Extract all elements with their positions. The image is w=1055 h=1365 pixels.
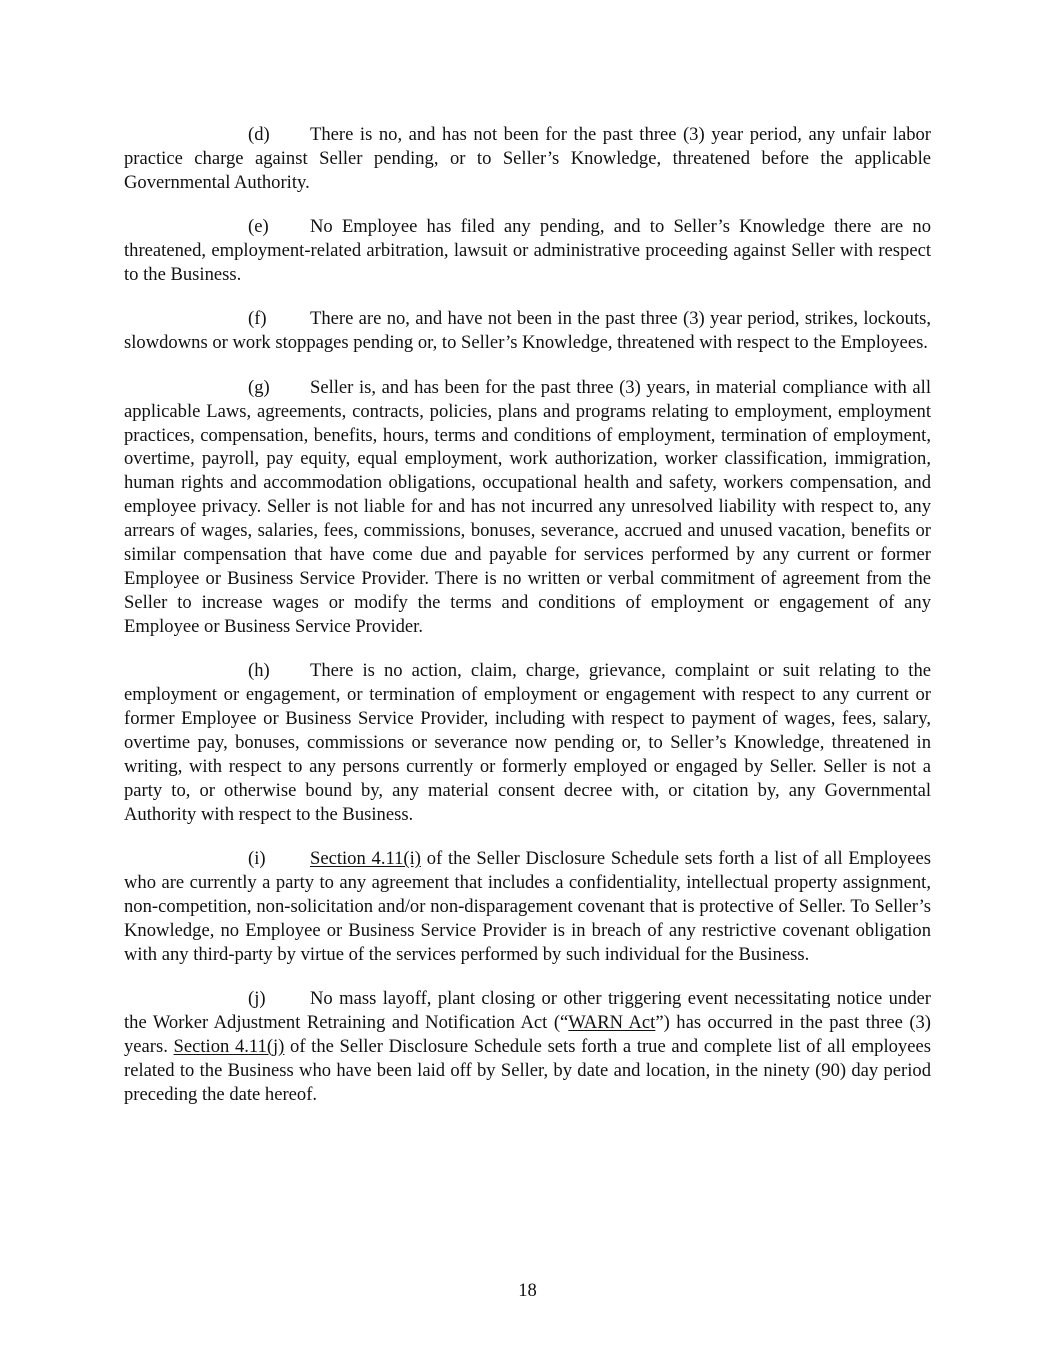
paragraph-text: There are no, and have not been in the past three (3) year period, strikes, lockouts, slowdowns or work stoppages pending or, to Seller’s Knowledge, threatened with respect to the Employees. — [124, 308, 931, 354]
paragraph-i — [124, 847, 931, 967]
paragraph-label: (g) — [248, 376, 270, 398]
paragraph-label: (f) — [248, 308, 267, 330]
paragraph-text: ”) has occurred in the past three (3) years. — [124, 1012, 931, 1057]
section-reference: Section 4.11(i) — [310, 848, 421, 870]
paragraph-text: Seller is, and has been for the past three (3) years, in material compliance with all applicable Laws, agreements, contracts, policies, plans and programs relating to employment, employment practices, compensation, benefits, hours, terms and conditions of employment, termination of employment, overtime, payroll, pay equity, equal employment, work authorization, worker classification, immigration, human rights and accommodation obligations, occupational health and safety, workers compensation, and employee privacy. Seller is not liable for and has not incurred any unresolved liability with respect to, any arrears of wages, salaries, fees, commissions, bonuses, severance, accrued and unused vacation, benefits or similar compensation that have come due and payable for services performed by any current or former Employee or Business Service Provider. There is no written or verbal commitment of agreement from the Seller to increase wages or modify the terms and conditions of employment or engagement of any Employee or Business Service Provider. — [124, 376, 931, 637]
paragraph-text: There is no action, claim, charge, grievance, complaint or suit relating to the employment or engagement, or termination of employment or engagement with respect to any current or former Employee or Business Service Provider, including with respect to payment of wages, fees, salary, overtime pay, bonuses, commissions or severance now pending or, to Seller’s Knowledge, threatened in writing, with respect to any persons currently or formerly employed or engaged by Seller. Seller is not a party to, or otherwise bound by, any material consent decree with, or citation by, any Governmental Authority with respect to the Business. — [124, 660, 931, 825]
paragraph-label: (d) — [248, 124, 270, 145]
paragraph-g — [124, 376, 931, 639]
paragraph-text: There is no, and has not been for the past three (3) year period, any unfair labor practice charge against Seller pending, or to Seller’s Knowledge, threatened before the applicable Governmental Authority. — [124, 124, 931, 193]
paragraph-h — [124, 659, 931, 826]
document-body — [124, 123, 931, 1127]
paragraph-label: (j) — [248, 988, 266, 1010]
paragraph-text: No Employee has filed any pending, and to Seller’s Knowledge there are no threatened, employment-related arbitration, lawsuit or administrative proceeding against Seller with respect to the Business. — [124, 216, 931, 286]
paragraph-label: (e) — [248, 216, 269, 238]
paragraph-d — [124, 123, 931, 195]
paragraph-text: of the Seller Disclosure Schedule sets forth a true and complete list of all employees related to the Business who have been laid off by Seller, by date and location, in the ninety (90) day period preceding the date hereof. — [124, 1035, 931, 1105]
page-number: 18 — [518, 1280, 537, 1301]
paragraph-e — [124, 215, 931, 287]
paragraph-label: (h) — [248, 660, 270, 682]
paragraph-label: (i) — [248, 848, 266, 870]
defined-term: WARN Act — [568, 1012, 656, 1033]
paragraph-text: of the Seller Disclosure Schedule sets forth a list of all Employees who are currently a party to any agreement that includes a confidentiality, intellectual property assignment, non-competition, non-solicitation and/or non-disparagement covenant that is protective of Seller. To Seller’s Knowledge, no Employee or Business Service Provider is in breach of any restrictive covenant obligation with any third-party by virtue of the services performed by such individual for the Business. — [124, 848, 931, 965]
paragraph-f — [124, 307, 931, 355]
section-reference: Section 4.11(j) — [173, 1035, 285, 1057]
paragraph-text: No mass layoff, plant closing or other triggering event necessitating notice under the Worker Adjustment Retraining and Notification Act (“ — [124, 988, 931, 1033]
paragraph-j — [124, 987, 931, 1107]
